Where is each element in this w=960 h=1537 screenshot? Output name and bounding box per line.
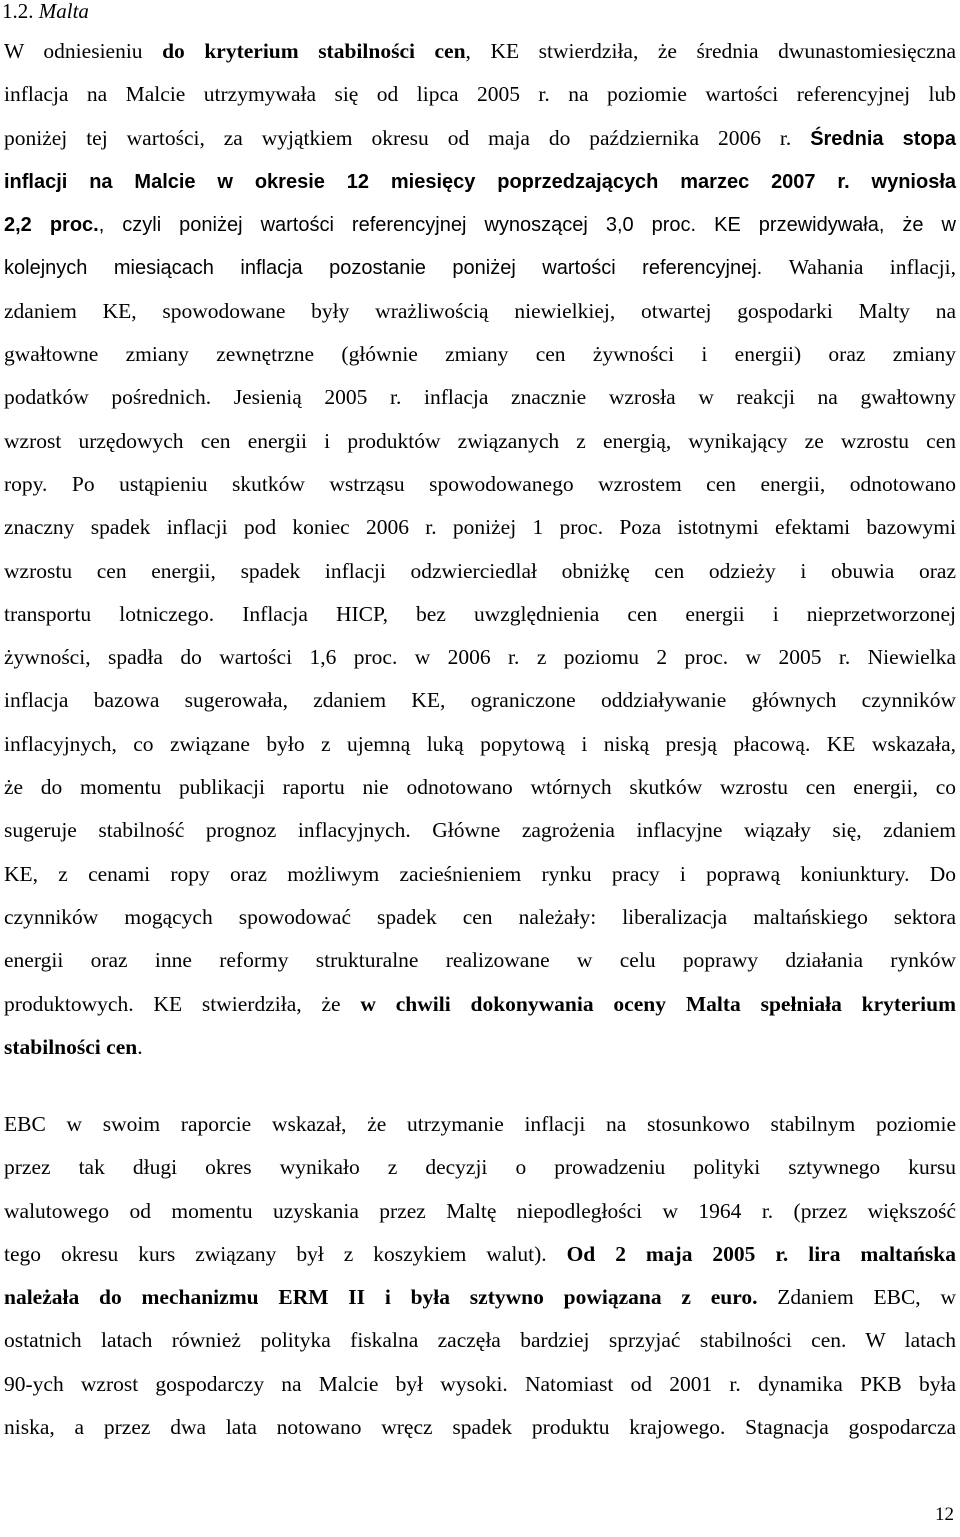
text-run: znaczny spadek inflacji pod koniec 2006 r. poniżej 1 proc. Poza istotnymi efektami bazowymi bbox=[4, 515, 956, 540]
text-run: przez tak długi okres wynikało z decyzji o prowadzeniu polityki sztywnego kursu bbox=[4, 1155, 956, 1180]
text-line bbox=[4, 853, 956, 896]
text-line bbox=[4, 420, 956, 463]
text-run: energii oraz inne reformy strukturalne realizowane w celu poprawy działania rynków bbox=[4, 948, 956, 973]
text-line bbox=[4, 290, 956, 333]
bold-text-run: 2,2 proc. bbox=[4, 214, 99, 237]
text-line bbox=[4, 73, 956, 116]
text-run: kolejnych miesiącach inflacja pozostanie poniżej wartości referencyjnej. bbox=[4, 257, 789, 280]
text-run: . bbox=[137, 1034, 143, 1059]
text-run: KE, z cenami ropy oraz możliwym zacieśnieniem rynku pracy i poprawą koniunktury. Do bbox=[4, 861, 956, 886]
text-line bbox=[4, 983, 956, 1026]
text-run: sugeruje stabilność prognoz inflacyjnych. Główne zagrożenia inflacyjne wiązały się, zdaniem bbox=[4, 818, 956, 843]
section-number: 1.2. bbox=[2, 0, 34, 23]
bold-text-run: Średnia stopa bbox=[810, 127, 956, 150]
section-heading bbox=[2, 0, 89, 26]
text-line bbox=[4, 723, 956, 766]
text-line bbox=[4, 1190, 956, 1233]
text-run: inflacja na Malcie utrzymywała się od lipca 2005 r. na poziomie wartości referencyjnej lub bbox=[4, 82, 956, 107]
bold-text-run: należała do mechanizmu ERM II i była sztywno powiązana z euro. bbox=[4, 1285, 758, 1310]
text-run: tego okresu kurs związany był z koszykiem walut). bbox=[4, 1241, 567, 1266]
text-line bbox=[4, 896, 956, 939]
text-line bbox=[4, 1233, 956, 1276]
bold-text-run: w chwili dokonywania oceny Malta spełniała kryterium bbox=[360, 991, 956, 1016]
text-line bbox=[4, 117, 956, 160]
text-run: że do momentu publikacji raportu nie odnotowano wtórnych skutków wzrostu cen energii, co bbox=[4, 775, 956, 800]
text-line bbox=[4, 1363, 956, 1406]
bold-text-run: Od 2 maja 2005 r. lira maltańska bbox=[566, 1241, 956, 1266]
text-run: inflacyjnych, co związane było z ujemną luką popytową i niską presją płacową. KE wskazała, bbox=[4, 731, 956, 756]
text-run: 90-ych wzrost gospodarczy na Malcie był wysoki. Natomiast od 2001 r. dynamika PKB była bbox=[4, 1371, 956, 1396]
paragraph-kryterium-stabilnosci-cen bbox=[4, 30, 956, 1069]
text-run: inflacja bazowa sugerowała, zdaniem KE, ograniczone oddziaływanie głównych czynników bbox=[4, 688, 956, 713]
text-line bbox=[4, 160, 956, 203]
text-line bbox=[4, 939, 956, 982]
text-line bbox=[4, 1276, 956, 1319]
text-run: , czyli poniżej wartości referencyjnej wynoszącej 3,0 proc. KE przewidywała, że w bbox=[98, 214, 956, 237]
section-title: Malta bbox=[38, 0, 89, 23]
text-line bbox=[4, 463, 956, 506]
text-run: niska, a przez dwa lata notowano wręcz spadek produktu krajowego. Stagnacja gospodarcza bbox=[4, 1415, 956, 1440]
text-run: czynników mogących spowodować spadek cen należały: liberalizacja maltańskiego sektora bbox=[4, 904, 956, 929]
text-line bbox=[4, 203, 956, 246]
text-line bbox=[4, 1319, 956, 1362]
text-run: zdaniem KE, spowodowane były wrażliwością niewielkiej, otwartej gospodarki Malty na bbox=[4, 298, 956, 323]
text-run: wzrostu cen energii, spadek inflacji odzwierciedlał obniżkę cen odzieży i obuwia oraz bbox=[4, 558, 956, 583]
text-run: żywności, spadła do wartości 1,6 proc. w 2006 r. z poziomu 2 proc. w 2005 r. Niewielka bbox=[4, 645, 956, 670]
text-line bbox=[4, 246, 956, 289]
text-run: , KE stwierdziła, że średnia dwunastomiesięczna bbox=[465, 39, 957, 63]
text-line bbox=[4, 809, 956, 852]
text-line bbox=[4, 679, 956, 722]
page-number: 12 bbox=[935, 1504, 954, 1525]
text-line bbox=[4, 1406, 956, 1449]
text-line bbox=[4, 1026, 956, 1069]
text-run: podatków pośrednich. Jesienią 2005 r. inflacja znacznie wzrosła w reakcji na gwałtowny bbox=[4, 385, 956, 410]
text-run: EBC w swoim raporcie wskazał, że utrzymanie inflacji na stosunkowo stabilnym poziomie bbox=[4, 1112, 956, 1136]
text-line bbox=[4, 30, 956, 73]
text-line bbox=[4, 376, 956, 419]
text-run: produktowych. KE stwierdziła, że bbox=[4, 991, 361, 1016]
text-run: Wahania inflacji, bbox=[788, 255, 956, 280]
text-line bbox=[4, 333, 956, 376]
bold-text-run: stabilności cen bbox=[4, 1034, 138, 1059]
text-run: W odniesieniu bbox=[4, 39, 163, 63]
bold-text-run: inflacji na Malcie w okresie 12 miesięcy poprzedzających marzec 2007 r. wyniosła bbox=[4, 170, 956, 193]
text-run: ropy. Po ustąpieniu skutków wstrząsu spowodowanego wzrostem cen energii, odnotowano bbox=[4, 471, 956, 496]
text-line bbox=[4, 506, 956, 549]
text-run: walutowego od momentu uzyskania przez Maltę niepodległości w 1964 r. (przez większość bbox=[4, 1198, 956, 1223]
text-line bbox=[4, 636, 956, 679]
text-run: wzrost urzędowych cen energii i produktów związanych z energią, wynikający ze wzrostu cen bbox=[4, 428, 956, 453]
text-run: Zdaniem EBC, w bbox=[757, 1285, 956, 1310]
paragraph-ebc-raport bbox=[4, 1103, 956, 1449]
text-run: gwałtowne zmiany zewnętrzne (głównie zmiany cen żywności i energii) oraz zmiany bbox=[4, 342, 956, 367]
text-run: poniżej tej wartości, za wyjątkiem okresu od maja do października 2006 r. bbox=[4, 125, 811, 150]
text-line bbox=[4, 1146, 956, 1189]
text-line bbox=[4, 593, 956, 636]
text-line bbox=[4, 1103, 956, 1146]
text-run: ostatnich latach również polityka fiskalna zaczęła bardziej sprzyjać stabilności cen. W latach bbox=[4, 1328, 956, 1353]
text-line bbox=[4, 766, 956, 809]
bold-text-run: do kryterium stabilności cen bbox=[162, 39, 466, 63]
text-line bbox=[4, 550, 956, 593]
text-run: transportu lotniczego. Inflacja HICP, bez uwzględnienia cen energii i nieprzetworzonej bbox=[4, 601, 956, 626]
